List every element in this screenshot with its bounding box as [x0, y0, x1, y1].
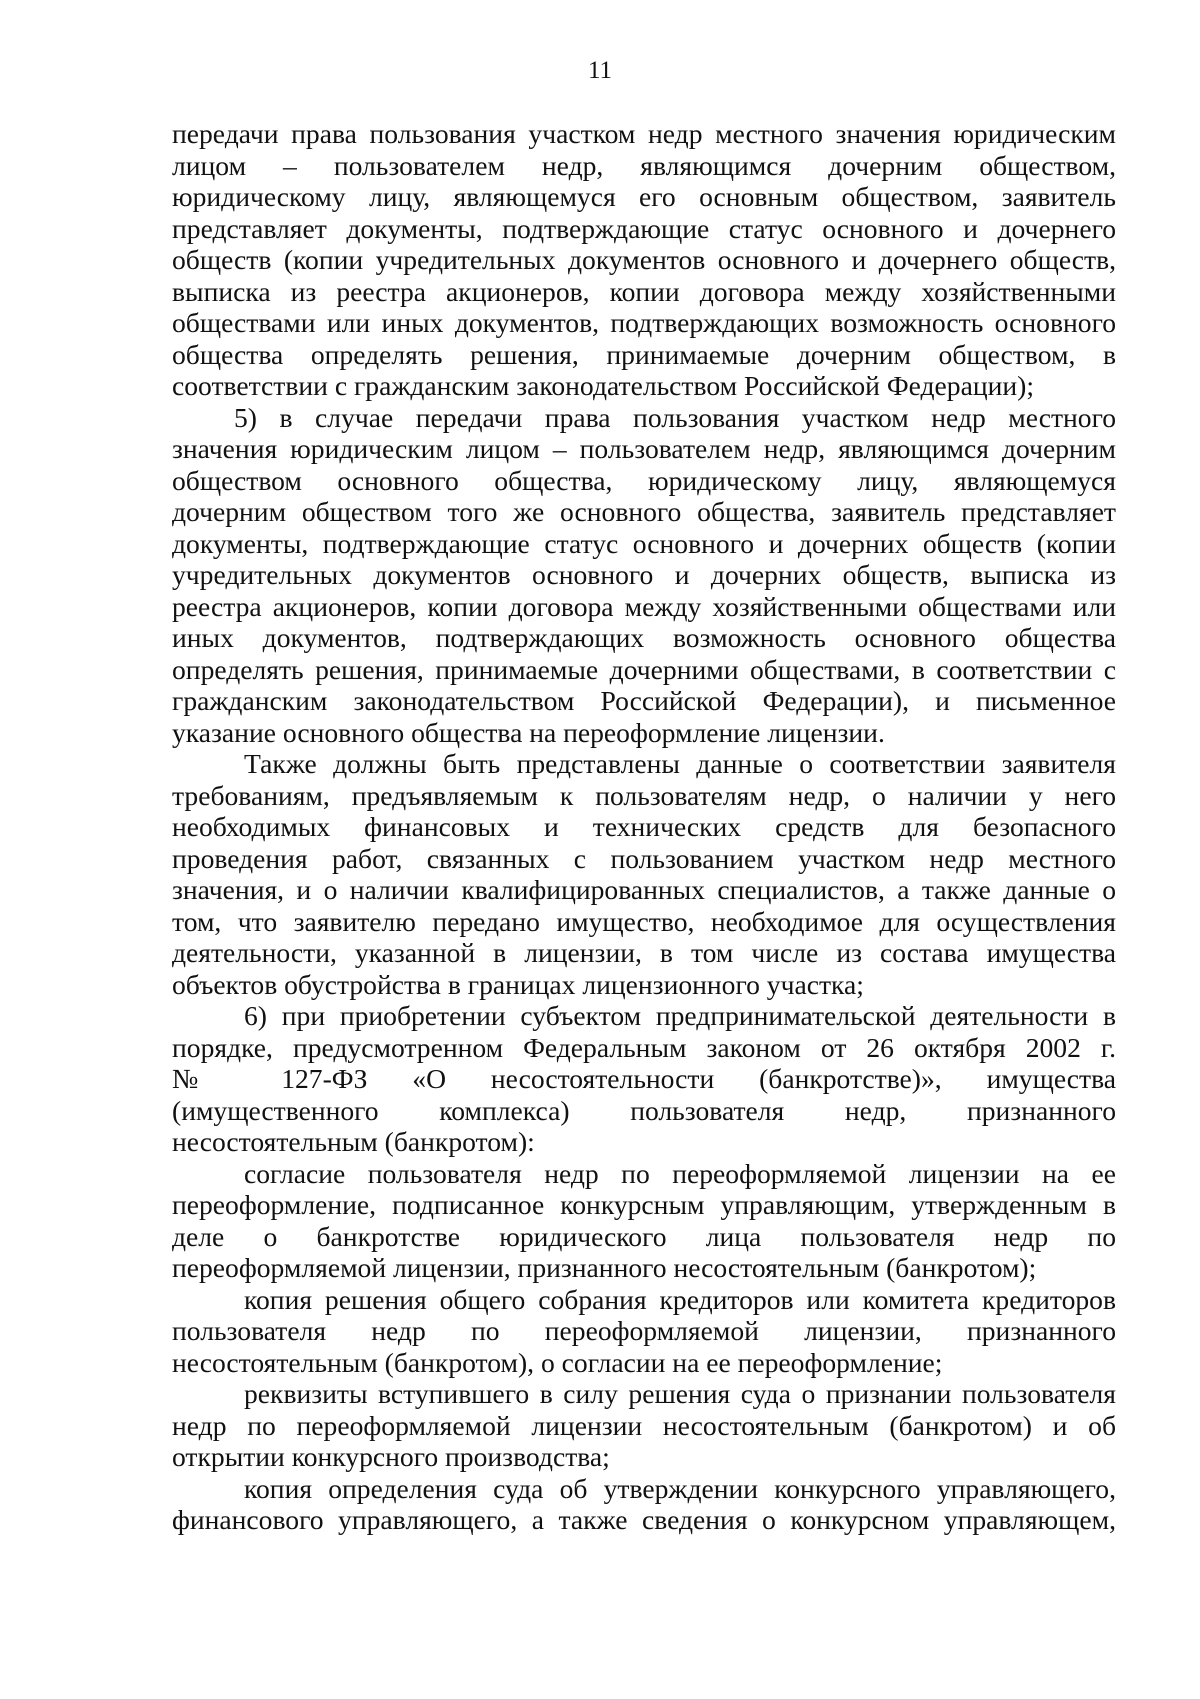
text-line: недр по переоформляемой лицензии несостоятельным (банкротом) и об [172, 1409, 1116, 1441]
text-line: обществами или иных документов, подтверждающих возможность основного [172, 307, 1116, 338]
text-line: копия определения суда об утверждении конкурсного управляющего, [244, 1472, 1116, 1504]
text-line: 6) при приобретении субъектом предпринимательской деятельности в [244, 1000, 1116, 1031]
text-line: значения, и о наличии квалифицированных специалистов, а также данные о [172, 874, 1116, 905]
text-line: определять решения, принимаемые дочерними обществами, в соответствии с [172, 653, 1116, 685]
text-line: представляет документы, подтверждающие статус основного и дочернего [172, 212, 1116, 244]
text-line: гражданским законодательством Российской Федерации), и письменное [172, 685, 1116, 716]
text-line: обществ (копии учредительных документов основного и дочернего обществ, [172, 244, 1116, 275]
text-line: лицом – пользователем недр, являющимся дочерним обществом, [172, 149, 1116, 181]
document-body [172, 118, 1116, 1536]
text-line: выписка из реестра акционеров, копии договора между хозяйственными [172, 275, 1116, 307]
text-line: том, что заявителю передано имущество, необходимое для осуществления [172, 905, 1116, 937]
text-line: пользователя недр по переоформляемой лицензии, признанного [172, 1315, 1116, 1346]
text-line: переоформляемой лицензии, признанного несостоятельным (банкротом); [172, 1252, 1037, 1283]
text-line: проведения работ, связанных с пользованием участком недр местного [172, 842, 1116, 874]
text-line: значения юридическим лицом – пользователем недр, являющимся дочерним [172, 433, 1116, 464]
text-line: копия решения общего собрания кредиторов или комитета кредиторов [244, 1283, 1116, 1315]
text-line: № 127-ФЗ «О несостоятельности (банкротстве)», имущества [172, 1063, 1116, 1094]
text-line: деле о банкротстве юридического лица пользователя недр по [172, 1220, 1116, 1252]
text-line: указание основного общества на переоформление лицензии. [172, 716, 885, 748]
text-line: объектов обустройства в границах лицензионного участка; [172, 968, 864, 1000]
text-line: необходимых финансовых и технических средств для безопасного [172, 811, 1116, 842]
text-line: иных документов, подтверждающих возможность основного общества [172, 622, 1116, 653]
text-line: несостоятельным (банкротом), о согласии на ее переоформление; [172, 1346, 943, 1378]
text-line: передачи права пользования участком недр местного значения юридическим [172, 118, 1116, 149]
text-line: документы, подтверждающие статус основного и дочерних обществ (копии [172, 527, 1116, 559]
text-line: 5) в случае передачи права пользования участком недр местного [234, 401, 1116, 433]
text-line: требованиям, предъявляемым к пользователям недр, о наличии у него [172, 779, 1116, 811]
text-line: порядке, предусмотренном Федеральным законом от 26 октября 2002 г. [172, 1031, 1116, 1063]
text-line: деятельности, указанной в лицензии, в том числе из состава имущества [172, 937, 1116, 968]
text-line: соответствии с гражданским законодательством Российской Федерации); [172, 370, 1035, 401]
text-line: юридическому лицу, являющемуся его основным обществом, заявитель [172, 181, 1116, 212]
text-line: несостоятельным (банкротом): [172, 1126, 535, 1157]
text-line: открытии конкурсного производства; [172, 1441, 610, 1472]
text-line: дочерним обществом того же основного общества, заявитель представляет [172, 496, 1116, 527]
page-number: 11 [587, 57, 613, 84]
text-line: согласие пользователя недр по переоформляемой лицензии на ее [244, 1157, 1116, 1189]
text-line: финансового управляющего, а также сведения о конкурсном управляющем, [172, 1504, 1116, 1535]
text-line: переоформление, подписанное конкурсным управляющим, утвержденным в [172, 1189, 1116, 1220]
text-line: (имущественного комплекса) пользователя недр, признанного [172, 1094, 1116, 1126]
text-line: реквизиты вступившего в силу решения суда о признании пользователя [244, 1378, 1116, 1409]
text-line: реестра акционеров, копии договора между хозяйственными обществами или [172, 590, 1116, 622]
text-line: учредительных документов основного и дочерних обществ, выписка из [172, 559, 1116, 590]
text-line: общества определять решения, принимаемые дочерним обществом, в [172, 338, 1116, 370]
text-line: обществом основного общества, юридическому лицу, являющемуся [172, 464, 1116, 496]
text-line: Также должны быть представлены данные о соответствии заявителя [244, 748, 1116, 779]
